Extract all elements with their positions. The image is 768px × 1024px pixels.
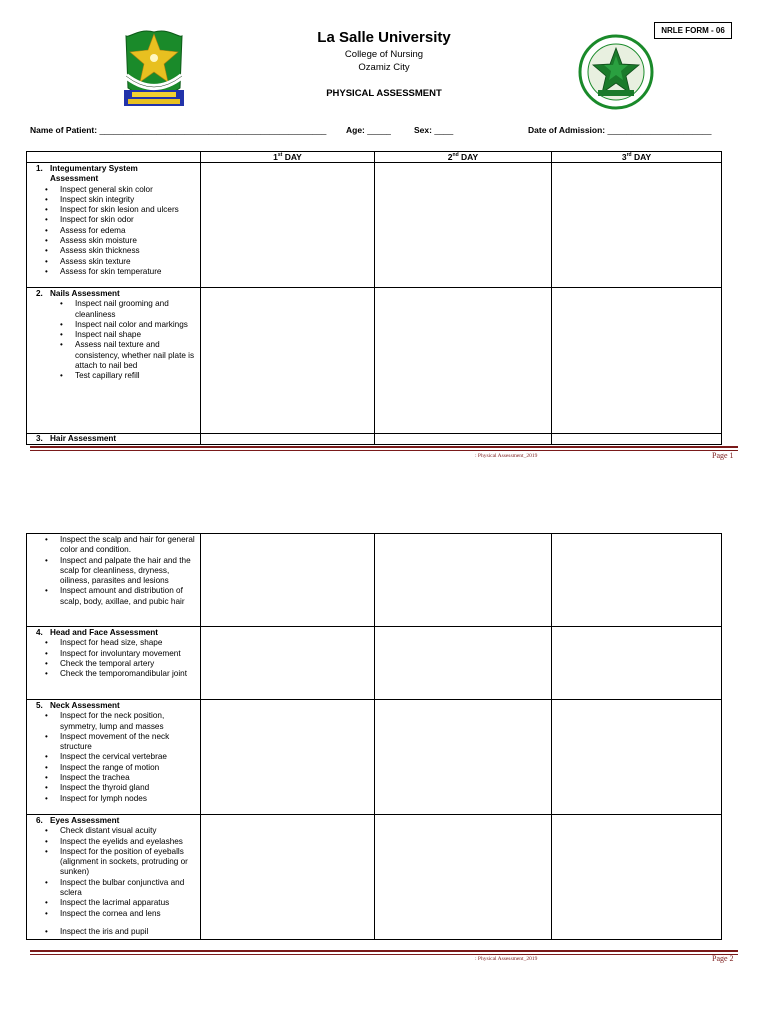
list-item: • Assess skin moisture xyxy=(60,236,196,246)
list-item: • Inspect nail shape xyxy=(75,330,196,340)
list-item: • Inspect the iris and pupil xyxy=(60,927,196,937)
list-item: • Inspect for skin lesion and ulcers xyxy=(60,205,196,215)
footer-doc-name: : Physical Assessment_2019 xyxy=(475,453,538,459)
assessment-table-page1 xyxy=(26,151,722,445)
list-item: • Inspect amount and distribution of scalp, body, axillae, and pubic hair xyxy=(60,586,196,607)
document-title: PHYSICAL ASSESSMENT xyxy=(326,88,442,99)
college-seal-logo xyxy=(578,34,654,110)
footer-rule-thin xyxy=(30,954,738,955)
header-blank-cell xyxy=(27,152,201,163)
college-name: College of Nursing xyxy=(344,49,424,60)
table-row xyxy=(27,534,722,627)
day2-entry-cell[interactable] xyxy=(375,434,552,445)
age-label: Age: xyxy=(346,125,365,135)
university-crest-logo xyxy=(118,28,190,112)
list-item: • Inspect skin integrity xyxy=(60,195,196,205)
footer-rule xyxy=(30,950,738,952)
list-item: • Test capillary refill xyxy=(75,371,196,381)
admission-date-field[interactable] xyxy=(528,125,712,135)
university-name: La Salle University xyxy=(317,29,451,46)
table-row xyxy=(27,700,722,815)
assessment-table-page2 xyxy=(26,533,722,940)
list-item: • Inspect for lymph nodes xyxy=(60,794,196,804)
day1-entry-cell[interactable] xyxy=(201,534,375,627)
patient-name-field[interactable] xyxy=(30,125,326,135)
day1-entry-cell[interactable] xyxy=(201,288,375,434)
list-item: • Inspect the cervical vertebrae xyxy=(60,752,196,762)
day2-entry-cell[interactable] xyxy=(375,288,552,434)
day1-entry-cell[interactable] xyxy=(201,700,375,815)
table-row xyxy=(27,627,722,700)
section-hair-title-cell xyxy=(27,434,201,445)
section-hair-items xyxy=(27,534,201,627)
day1-entry-cell[interactable] xyxy=(201,163,375,288)
footer-rule xyxy=(30,446,738,448)
list-item: • Inspect nail grooming and cleanliness xyxy=(75,299,196,320)
list-item: • Assess nail texture and consistency, whether nail plate is attach to nail bed xyxy=(75,340,196,371)
list-item: • Check the temporal artery xyxy=(60,659,196,669)
day2-entry-cell[interactable] xyxy=(375,627,552,700)
list-item: • Inspect general skin color xyxy=(60,185,196,195)
item-list xyxy=(31,638,196,679)
section-head-face xyxy=(27,627,201,700)
section-nails xyxy=(27,288,201,434)
list-item: • Assess for skin temperature xyxy=(60,267,196,277)
day2-entry-cell[interactable] xyxy=(375,700,552,815)
list-item: • Assess skin thickness xyxy=(60,246,196,256)
list-item: • Check the temporomandibular joint xyxy=(60,669,196,679)
list-item: • Inspect the range of motion xyxy=(60,763,196,773)
day1-entry-cell[interactable] xyxy=(201,815,375,940)
list-item: • Inspect for skin odor xyxy=(60,215,196,225)
sex-label: Sex: xyxy=(414,125,432,135)
list-item: • Inspect and palpate the hair and the scalp for cleanliness, dryness, oiliness, parasites and lesions xyxy=(60,556,196,587)
day3-entry-cell[interactable] xyxy=(552,534,722,627)
admission-date-label: Date of Admission: xyxy=(528,125,606,135)
section-title-line2: Assessment xyxy=(50,174,99,184)
list-item: • Inspect movement of the neck structure xyxy=(60,732,196,753)
list-item: • Check distant visual acuity xyxy=(60,826,196,836)
list-item: • Inspect the thyroid gland xyxy=(60,783,196,793)
item-list xyxy=(31,826,196,919)
table-row xyxy=(27,434,722,445)
item-list xyxy=(31,299,196,381)
item-list xyxy=(31,711,196,804)
section-title: 2. Nails Assessment xyxy=(36,289,120,298)
list-item: • Inspect the bulbar conjunctiva and sclera xyxy=(60,878,196,899)
footer-doc-name: : Physical Assessment_2019 xyxy=(475,956,538,962)
day3-entry-cell[interactable] xyxy=(552,815,722,940)
list-item: • Inspect for involuntary movement xyxy=(60,649,196,659)
section-eyes xyxy=(27,815,201,940)
patient-name-line: ________________________________________________ xyxy=(99,125,327,135)
day3-header: 3rd DAY xyxy=(552,152,722,163)
day3-entry-cell[interactable] xyxy=(552,163,722,288)
day2-entry-cell[interactable] xyxy=(375,163,552,288)
day1-header: 1st DAY xyxy=(201,152,375,163)
item-list xyxy=(31,927,196,937)
table-row xyxy=(27,815,722,940)
day2-header: 2nd DAY xyxy=(375,152,552,163)
page-number: Page 2 xyxy=(712,954,734,963)
list-item: • Assess for edema xyxy=(60,226,196,236)
section-title: 6. Eyes Assessment xyxy=(36,816,120,825)
patient-name-label: Name of Patient: xyxy=(30,125,98,135)
list-item: • Inspect the eyelids and eyelashes xyxy=(60,837,196,847)
section-title: 1. Integumentary System xyxy=(36,164,138,173)
day2-entry-cell[interactable] xyxy=(375,534,552,627)
list-item: • Inspect for head size, shape xyxy=(60,638,196,648)
table-header-row xyxy=(27,152,722,163)
footer-rule-thin xyxy=(30,450,738,451)
age-line: _____ xyxy=(367,125,391,135)
item-list xyxy=(31,185,196,278)
city-name: Ozamiz City xyxy=(358,62,410,73)
section-title: 5. Neck Assessment xyxy=(36,701,120,710)
list-item: • Inspect nail color and markings xyxy=(75,320,196,330)
item-list xyxy=(31,535,196,607)
age-field[interactable] xyxy=(346,125,391,135)
table-row xyxy=(27,288,722,434)
sex-field[interactable] xyxy=(414,125,453,135)
list-item: • Inspect the trachea xyxy=(60,773,196,783)
list-item: • Inspect the lacrimal apparatus xyxy=(60,898,196,908)
section-neck xyxy=(27,700,201,815)
table-row xyxy=(27,163,722,288)
day3-entry-cell[interactable] xyxy=(552,700,722,815)
day1-entry-cell[interactable] xyxy=(201,627,375,700)
day1-entry-cell[interactable] xyxy=(201,434,375,445)
section-title: 3. Hair Assessment xyxy=(36,434,117,443)
list-item: • Inspect the cornea and lens xyxy=(60,909,196,919)
day3-entry-cell[interactable] xyxy=(552,627,722,700)
admission-date-line: ______________________ xyxy=(607,125,712,135)
list-item: • Assess skin texture xyxy=(60,257,196,267)
list-item: • Inspect the scalp and hair for general color and condition. xyxy=(60,535,196,556)
day2-entry-cell[interactable] xyxy=(375,815,552,940)
section-integumentary xyxy=(27,163,201,288)
page-number: Page 1 xyxy=(712,451,734,460)
day3-entry-cell[interactable] xyxy=(552,434,722,445)
form-code-box: NRLE FORM - 06 xyxy=(654,22,732,39)
list-item: • Inspect for the position of eyeballs (alignment in sockets, protruding or sunken) xyxy=(60,847,196,878)
sex-line: ____ xyxy=(434,125,454,135)
list-item: • Inspect for the neck position, symmetry, lump and masses xyxy=(60,711,196,732)
day3-entry-cell[interactable] xyxy=(552,288,722,434)
section-title: 4. Head and Face Assessment xyxy=(36,628,159,637)
